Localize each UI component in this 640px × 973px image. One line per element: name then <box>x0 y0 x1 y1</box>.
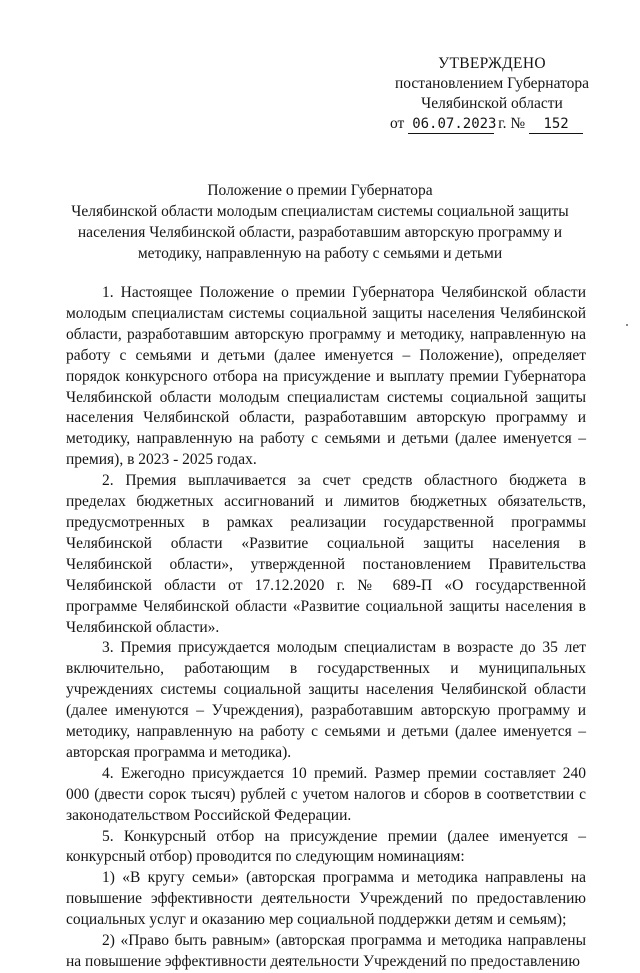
document-body <box>66 283 586 973</box>
title-line-4: методику, направленную на работу с семьями и детьми <box>137 245 503 262</box>
title-line-3: населения Челябинской области, разработавшим авторскую программу и <box>77 224 563 241</box>
title-line-2: Челябинской области молодым специалистам системы социальной защиты <box>71 203 569 220</box>
document-title <box>60 180 580 264</box>
paragraph-3: 3. Премия присуждается молодым специалистам в возрасте до 35 лет включительно, работающим в государственных и муниципальных учреждениях системы социальной защиты населения Челябинской области (далее именуются – Учреждения), разработавшим авторскую программу и методику, направленную на работу с семьями и детьми (далее именуется – авторская программа и методика). <box>66 639 586 761</box>
approval-line-2: Челябинской области <box>421 95 563 112</box>
date-prefix: от <box>390 115 405 132</box>
paragraph-4: 4. Ежегодно присуждается 10 премий. Размер премии составляет 240 000 (двести сорок тысяч) рублей с учетом налогов и сборов в соответствии с законодательством Российской Федерации. <box>66 764 586 824</box>
paragraph-7: 2) «Право быть равным» (авторская программа и методика направлены на повышение эффективности деятельности Учреждений по предоставлению <box>66 932 586 970</box>
paragraph-5: 5. Конкурсный отбор на присуждение премии (далее именуется – конкурсный отбор) проводится по следующим номинациям: <box>66 827 586 866</box>
scan-speck <box>626 324 628 326</box>
approval-date: 06.07.2023 <box>408 116 494 134</box>
paragraph-6: 1) «В кругу семьи» (авторская программа и методика направлены на повышение эффективности деятельности Учреждений по предоставлению социальных услуг и оказанию мер социальной поддержки детям и семьям); <box>66 869 586 929</box>
approval-number: 152 <box>529 116 583 134</box>
title-line-1: Положение о премии Губернатора <box>207 182 433 199</box>
approval-stamp: УТВЕРЖДЕНО <box>438 55 546 72</box>
approval-line-1: постановлением Губернатора <box>394 75 590 92</box>
year-suffix: г. № <box>498 115 526 132</box>
paragraph-2: 2. Премия выплачивается за счет средств областного бюджета в пределах бюджетных ассигнований и лимитов бюджетных обязательств, предусмотренных в рамках реализации государственной программы Челябинской области «Развитие социальной защиты населения в Челябинской области», утвержденной постановлением Правительства Челябинской области от 17.12.2020 г. № 689-П «О государственной программе Челябинской области «Развитие социальной защиты населения в Челябинской области». <box>66 472 586 636</box>
approval-date-line <box>382 114 602 134</box>
approval-block <box>382 54 602 134</box>
paragraph-1: 1. Настоящее Положение о премии Губернатора Челябинской области молодым специалистам системы социальной защиты населения Челябинской области, разработавшим авторскую программу и методику, направленную на работу с семьями и детьми (далее именуется – Положение), определяет порядок конкурсного отбора на присуждение и выплату премии Губернатора Челябинской области молодым специалистам системы социальной защиты населения Челябинской области, разработавшим авторскую программу и методику, направленную на работу с семьями и детьми (далее именуется – премия), в 2023 - 2025 годах. <box>66 284 586 469</box>
